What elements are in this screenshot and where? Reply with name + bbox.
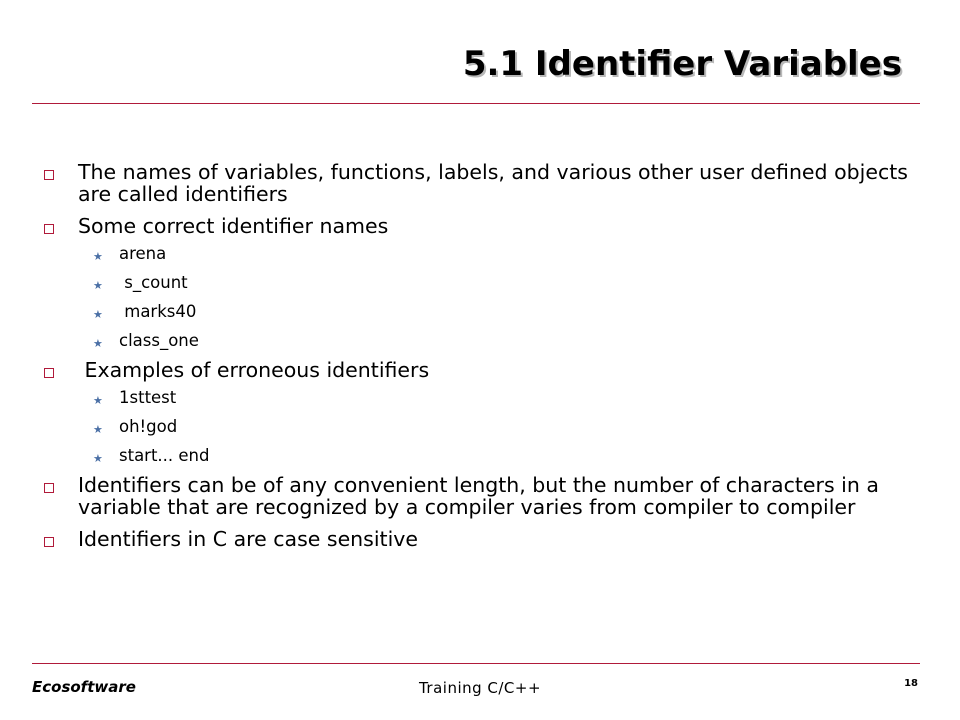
sub-bullet-text: marks40 bbox=[119, 302, 197, 321]
square-bullet-icon bbox=[44, 170, 54, 180]
sub-bullet-text: start... end bbox=[119, 446, 210, 465]
sub-bullet-item bbox=[44, 273, 914, 293]
sub-bullet-text: arena bbox=[119, 244, 167, 263]
bullet-text: Examples of erroneous identifiers bbox=[78, 358, 430, 382]
bullet-item bbox=[44, 474, 914, 518]
bullet-text: The names of variables, functions, labels, and various other user defined objects are called identifiers bbox=[78, 160, 908, 206]
sub-bullet-item bbox=[44, 331, 914, 351]
course-name: Training C/C++ bbox=[418, 679, 542, 697]
slide-title: 5.1 Identifier Variables bbox=[462, 44, 902, 84]
square-bullet-icon bbox=[44, 483, 54, 493]
bullet-text: Some correct identifier names bbox=[78, 214, 389, 238]
slide-body bbox=[44, 161, 914, 550]
bullet-item bbox=[44, 215, 914, 237]
sub-bullet-item bbox=[44, 302, 914, 322]
page-number: 18 bbox=[904, 678, 918, 689]
star-bullet-icon: ★ bbox=[93, 250, 103, 263]
square-bullet-icon bbox=[44, 224, 54, 234]
star-bullet-icon: ★ bbox=[93, 452, 103, 465]
star-bullet-icon: ★ bbox=[93, 308, 103, 321]
company-name: Ecosoftware bbox=[32, 678, 136, 696]
star-bullet-icon: ★ bbox=[93, 279, 103, 292]
bullet-text: Identifiers in C are case sensitive bbox=[78, 527, 419, 551]
bullet-text: Identifiers can be of any convenient length, but the number of characters in a variable that are recognized by a compiler varies from compiler to compiler bbox=[78, 473, 879, 519]
sub-bullet-item bbox=[44, 388, 914, 408]
bullet-item bbox=[44, 161, 914, 205]
sub-bullet-item bbox=[44, 417, 914, 437]
sub-bullet-item bbox=[44, 244, 914, 264]
star-bullet-icon: ★ bbox=[93, 394, 103, 407]
sub-bullet-item bbox=[44, 446, 914, 466]
sub-bullet-text: s_count bbox=[119, 273, 188, 292]
sub-bullet-text: 1sttest bbox=[119, 388, 177, 407]
footer-divider bbox=[32, 663, 920, 664]
bullet-item bbox=[44, 359, 914, 381]
bullet-item bbox=[44, 528, 914, 550]
star-bullet-icon: ★ bbox=[93, 423, 103, 436]
sub-bullet-text: class_one bbox=[119, 331, 199, 350]
title-divider bbox=[32, 103, 920, 104]
sub-bullet-text: oh!god bbox=[119, 417, 178, 436]
square-bullet-icon bbox=[44, 537, 54, 547]
square-bullet-icon bbox=[44, 368, 54, 378]
star-bullet-icon: ★ bbox=[93, 337, 103, 350]
